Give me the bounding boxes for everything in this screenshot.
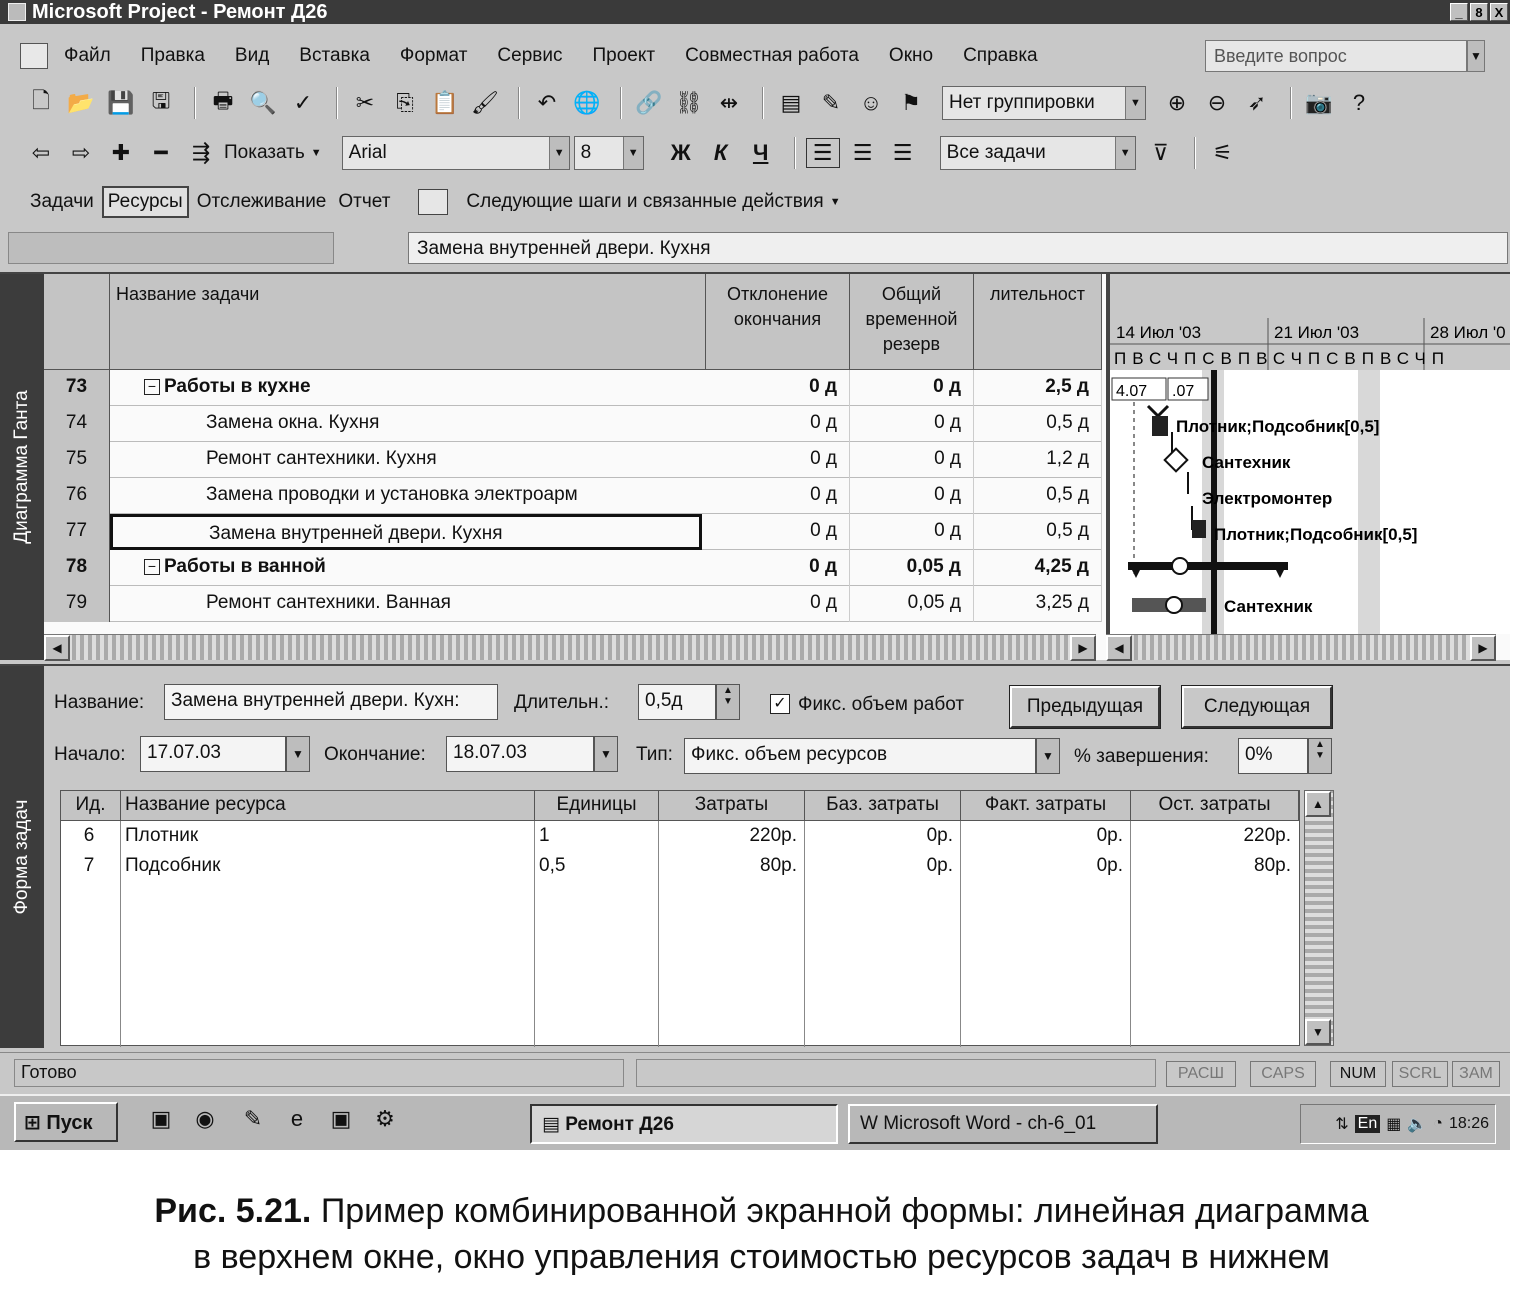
res-header-units[interactable]: Единицы bbox=[535, 791, 659, 821]
show-icon[interactable]: ⇶ bbox=[191, 140, 211, 165]
summary-bar[interactable] bbox=[1128, 562, 1288, 570]
align-center-icon[interactable]: ☰ bbox=[852, 140, 873, 165]
timescale-week: 21 Июл '03 bbox=[1274, 323, 1360, 342]
duration-cell[interactable]: 0,5 д bbox=[974, 514, 1102, 550]
chart-horizontal-scrollbar[interactable] bbox=[1106, 634, 1496, 660]
column-header-duration[interactable]: лительност bbox=[974, 274, 1102, 370]
menu-file[interactable]: Файл bbox=[64, 45, 111, 66]
res-remaining-cost-cell[interactable]: 80р. bbox=[1254, 855, 1291, 876]
total-slack-cell[interactable]: 0 д bbox=[850, 478, 974, 514]
formatting-toolbar bbox=[0, 130, 1510, 176]
grouping-select[interactable] bbox=[942, 86, 1146, 120]
num-indicator: NUM bbox=[1330, 1061, 1386, 1087]
copy-picture-icon[interactable]: 📷 bbox=[1305, 90, 1333, 115]
filter-select[interactable] bbox=[940, 136, 1136, 170]
total-slack-cell[interactable]: 0 д bbox=[850, 442, 974, 478]
task-info-icon[interactable]: ▤ bbox=[780, 90, 802, 115]
toolbar-separator bbox=[794, 137, 796, 169]
title-bar[interactable] bbox=[0, 0, 1510, 24]
task-name-cell[interactable] bbox=[110, 442, 702, 478]
quicklaunch-app-icon[interactable]: ⚙ bbox=[375, 1106, 395, 1131]
menu-window[interactable]: Окно bbox=[888, 45, 934, 66]
unlink-tasks-icon[interactable]: ⛓ bbox=[675, 90, 703, 115]
toolbar-separator bbox=[1290, 87, 1292, 119]
chevron-down-icon[interactable]: ▼ bbox=[829, 196, 841, 208]
res-id-cell[interactable]: 7 bbox=[83, 855, 95, 876]
duration-label: Длительн.: bbox=[514, 692, 610, 713]
grouping-value: Нет группировки bbox=[949, 92, 1095, 113]
duration-cell[interactable]: 0,5 д bbox=[974, 478, 1102, 514]
cut-icon[interactable]: ✂ bbox=[355, 90, 375, 115]
app-icon[interactable] bbox=[8, 3, 26, 21]
entry-bar-name-box bbox=[8, 232, 334, 264]
menu-view[interactable]: Вид bbox=[234, 45, 270, 66]
task-name-text: Замена окна. Кухня bbox=[206, 412, 380, 433]
type-label: Тип: bbox=[636, 744, 673, 765]
taskbar-button-label: Ремонт Д26 bbox=[565, 1114, 674, 1135]
previous-button[interactable]: Предыдущая bbox=[1010, 686, 1160, 728]
taskbar-button-project[interactable] bbox=[530, 1104, 838, 1144]
chevron-down-icon[interactable]: ▼ bbox=[549, 137, 569, 169]
align-left-icon[interactable]: ☰ bbox=[806, 138, 840, 168]
table-row[interactable] bbox=[44, 478, 1102, 514]
row-id-header[interactable] bbox=[44, 274, 110, 370]
next-button[interactable]: Следующая bbox=[1182, 686, 1332, 728]
duration-cell[interactable]: 2,5 д bbox=[974, 370, 1102, 406]
insert-hyperlink-icon[interactable]: 🌐 bbox=[573, 90, 601, 115]
toolbar-separator bbox=[194, 87, 196, 119]
autofilter-icon[interactable]: ⊽ bbox=[1152, 140, 1169, 165]
timescale-week: 14 Июл '03 bbox=[1116, 323, 1202, 342]
status-text: Готово bbox=[14, 1059, 624, 1087]
chevron-down-icon[interactable]: ▼ bbox=[1467, 40, 1485, 72]
res-cost-cell[interactable]: 80р. bbox=[760, 855, 797, 876]
row-id[interactable]: 75 bbox=[44, 442, 110, 478]
start-label: Пуск bbox=[46, 1112, 93, 1134]
fixed-work-checkbox[interactable]: ✓ bbox=[770, 694, 790, 714]
window-controls bbox=[1450, 3, 1508, 21]
task-bar[interactable] bbox=[1192, 520, 1206, 538]
toolbar-separator bbox=[1194, 137, 1196, 169]
filter-value: Все задачи bbox=[946, 142, 1046, 163]
system-tray bbox=[1300, 1104, 1496, 1144]
quicklaunch-app-icon[interactable]: ◉ bbox=[195, 1106, 215, 1131]
menu-project[interactable]: Проект bbox=[592, 45, 656, 66]
spelling-icon[interactable]: ✓ bbox=[293, 90, 313, 115]
toolbar-separator bbox=[762, 87, 764, 119]
show-button[interactable]: Показать bbox=[224, 142, 305, 163]
res-cost-cell[interactable]: 220р. bbox=[749, 825, 797, 846]
task-notes-icon[interactable]: ✎ bbox=[821, 90, 841, 115]
menu-collaborate[interactable]: Совместная работа bbox=[685, 45, 859, 66]
link-tasks-icon[interactable]: 🔗 bbox=[635, 90, 663, 115]
copy-icon[interactable]: ⎘ bbox=[396, 90, 414, 115]
tray-volume-icon[interactable]: 🔈 bbox=[1407, 1116, 1428, 1133]
paste-icon[interactable]: 📋 bbox=[431, 90, 459, 115]
resource-vertical-scrollbar[interactable] bbox=[1304, 790, 1334, 1046]
start-label: Начало: bbox=[54, 744, 126, 765]
guide-book-icon[interactable] bbox=[418, 189, 448, 215]
task-name-cell[interactable] bbox=[110, 514, 702, 550]
chevron-down-icon[interactable]: ▼ bbox=[594, 736, 618, 772]
outdent-icon[interactable]: ⇦ bbox=[31, 140, 51, 165]
res-header-base-cost[interactable]: Баз. затраты bbox=[805, 791, 961, 821]
row-id[interactable]: 77 bbox=[44, 514, 110, 550]
duration-cell[interactable]: 1,2 д bbox=[974, 442, 1102, 478]
tray-app-icon[interactable]: ◔ bbox=[1433, 1115, 1443, 1132]
scroll-up-icon[interactable]: ▲ bbox=[1305, 791, 1331, 817]
column-header-line: временной bbox=[865, 309, 958, 329]
windows-taskbar bbox=[0, 1094, 1510, 1150]
resource-table bbox=[60, 790, 1300, 1046]
close-button[interactable]: X bbox=[1490, 3, 1508, 21]
task-name-cell[interactable] bbox=[110, 406, 702, 442]
ext-indicator: РАСШ bbox=[1166, 1061, 1236, 1087]
undo-icon[interactable]: ↶ bbox=[537, 90, 557, 115]
res-header-name[interactable]: Название ресурса bbox=[121, 791, 535, 821]
finish-variance-cell[interactable]: 0 д bbox=[706, 586, 850, 622]
table-row[interactable] bbox=[44, 586, 1102, 622]
bold-button[interactable]: Ж bbox=[670, 140, 691, 165]
guide-tab-tasks[interactable]: Задачи bbox=[30, 191, 94, 212]
table-row[interactable] bbox=[44, 550, 1102, 586]
toolbar-separator bbox=[620, 87, 622, 119]
task-bar[interactable] bbox=[1165, 449, 1188, 472]
help-icon[interactable]: ? bbox=[1352, 90, 1366, 115]
minimize-button[interactable]: _ bbox=[1450, 3, 1468, 21]
figure-number: Рис. 5.21. bbox=[154, 1192, 312, 1230]
row-id[interactable]: 74 bbox=[44, 406, 110, 442]
finish-variance-cell[interactable]: 0 д bbox=[706, 442, 850, 478]
table-row[interactable] bbox=[44, 370, 1102, 406]
guide-tab-resources[interactable]: Ресурсы bbox=[102, 186, 189, 218]
scroll-down-icon[interactable]: ▼ bbox=[1305, 1019, 1331, 1045]
caps-indicator: CAPS bbox=[1250, 1061, 1316, 1087]
web-save-icon[interactable]: 🖫 bbox=[151, 88, 171, 113]
gantt-pane bbox=[0, 272, 1510, 660]
percent-complete-label: % завершения: bbox=[1074, 746, 1209, 767]
task-name-text: Замена проводки и установка электроарм bbox=[206, 484, 578, 505]
column-header-finish-variance[interactable] bbox=[706, 274, 850, 370]
project-guide-bar bbox=[0, 180, 1510, 224]
tray-language-indicator[interactable]: En bbox=[1355, 1115, 1381, 1133]
scroll-right-icon[interactable]: ▶ bbox=[1070, 635, 1096, 661]
windows-logo-icon: ⊞ bbox=[24, 1112, 41, 1134]
caption-line bbox=[0, 1188, 1523, 1234]
taskbar-button-label: Microsoft Word - ch-6_01 bbox=[883, 1113, 1097, 1134]
task-name-text: Работы в кухне bbox=[164, 376, 311, 397]
status-bar bbox=[0, 1052, 1510, 1092]
res-name-cell[interactable]: Плотник bbox=[125, 825, 199, 846]
task-name-cell[interactable] bbox=[110, 478, 702, 514]
taskbar-button-word[interactable] bbox=[848, 1104, 1158, 1144]
total-slack-cell[interactable]: 0 д bbox=[850, 514, 974, 550]
caption-text: Пример комбинированной экранной формы: линейная диаграмма bbox=[320, 1192, 1369, 1230]
date-marker: .07 bbox=[1172, 383, 1195, 400]
zoom-out-icon[interactable]: ⊖ bbox=[1207, 90, 1227, 115]
align-right-icon[interactable]: ☰ bbox=[892, 140, 913, 165]
task-name-cell[interactable] bbox=[110, 586, 702, 622]
collapse-icon[interactable]: − bbox=[144, 559, 160, 575]
gantt-wizard-icon[interactable]: ⚟ bbox=[1212, 140, 1233, 165]
quicklaunch-browser-icon[interactable]: e bbox=[290, 1106, 304, 1131]
toolbar-separator bbox=[336, 87, 338, 119]
format-painter-icon[interactable]: 🖌 bbox=[471, 90, 499, 115]
chevron-down-icon[interactable]: ▼ bbox=[1115, 137, 1135, 169]
show-subtasks-icon[interactable]: ✚ bbox=[111, 140, 131, 165]
task-type-select[interactable]: Фикс. объем ресурсов bbox=[684, 738, 1036, 774]
zoom-in-icon[interactable]: ⊕ bbox=[1167, 90, 1187, 115]
task-name-cell[interactable] bbox=[110, 370, 702, 406]
column-header-line: Отклонение bbox=[727, 284, 828, 304]
res-id-cell[interactable]: 6 bbox=[83, 825, 95, 846]
table-row[interactable] bbox=[44, 442, 1102, 478]
figure-caption bbox=[0, 1188, 1523, 1280]
res-name-cell[interactable]: Подсобник bbox=[125, 855, 221, 876]
column-header-line: окончания bbox=[733, 309, 822, 329]
fixed-work-label: Фикс. объем работ bbox=[798, 694, 965, 715]
font-value: Arial bbox=[348, 142, 387, 163]
finish-variance-cell[interactable]: 0 д bbox=[706, 370, 850, 406]
milestone-marker bbox=[1172, 558, 1188, 574]
task-name-text: Замена внутренней двери. Кухня bbox=[209, 523, 503, 544]
tray-clock[interactable]: 18:26 bbox=[1448, 1115, 1489, 1132]
assign-resources-icon[interactable]: ☺ bbox=[859, 90, 883, 115]
percent-complete-input[interactable]: 0% bbox=[1238, 738, 1308, 774]
row-id[interactable]: 79 bbox=[44, 586, 110, 622]
split-task-icon[interactable]: ⇹ bbox=[719, 90, 739, 115]
task-bar[interactable] bbox=[1152, 416, 1168, 436]
gantt-table-header bbox=[44, 274, 1102, 370]
menu-edit[interactable]: Правка bbox=[140, 45, 205, 66]
entry-bar bbox=[0, 228, 1510, 268]
restore-button[interactable]: 8 bbox=[1470, 3, 1488, 21]
scroll-right-icon[interactable]: ▶ bbox=[1470, 635, 1496, 661]
table-row[interactable] bbox=[44, 406, 1102, 442]
task-name-text: Работы в ванной bbox=[164, 556, 326, 577]
total-slack-cell[interactable]: 0,05 д bbox=[850, 550, 974, 586]
print-icon[interactable]: 🖶 bbox=[212, 88, 234, 113]
table-horizontal-scrollbar[interactable] bbox=[44, 634, 1096, 660]
res-actual-cost-cell[interactable]: 0р. bbox=[1096, 855, 1123, 876]
res-base-cost-cell[interactable]: 0р. bbox=[926, 825, 953, 846]
bar-label: Плотник;Подсобник[0,5] bbox=[1176, 417, 1380, 436]
collapse-icon[interactable]: − bbox=[144, 379, 160, 395]
res-header-cost[interactable]: Затраты bbox=[659, 791, 805, 821]
finish-date-input[interactable]: 18.07.03 bbox=[446, 736, 594, 772]
scrl-indicator: SCRL bbox=[1392, 1061, 1448, 1087]
ask-question-input[interactable]: Введите вопрос bbox=[1205, 40, 1467, 72]
res-header-remaining-cost[interactable]: Ост. затраты bbox=[1131, 791, 1299, 821]
project-app-icon: ▤ bbox=[542, 1114, 566, 1135]
duration-cell[interactable]: 4,25 д bbox=[974, 550, 1102, 586]
guide-tab-tracking[interactable]: Отслеживание bbox=[196, 191, 327, 212]
open-icon[interactable]: 📂 bbox=[67, 90, 95, 115]
task-name-input[interactable]: Замена внутренней двери. Кухн: bbox=[164, 684, 498, 720]
finish-variance-cell[interactable]: 0 д bbox=[706, 514, 850, 550]
menu-help[interactable]: Справка bbox=[963, 45, 1038, 66]
view-bar-gantt[interactable] bbox=[0, 274, 44, 660]
chevron-down-icon[interactable]: ▼ bbox=[310, 147, 322, 159]
guide-tab-report[interactable]: Отчет bbox=[338, 191, 391, 212]
publish-icon[interactable]: ⚑ bbox=[901, 90, 921, 115]
underline-button[interactable]: Ч bbox=[752, 140, 769, 165]
res-header-id[interactable]: Ид. bbox=[61, 791, 121, 821]
duration-input[interactable]: 0,5д bbox=[638, 684, 716, 720]
nonworking-shading bbox=[1358, 370, 1380, 634]
start-date-input[interactable]: 17.07.03 bbox=[140, 736, 286, 772]
row-id[interactable]: 78 bbox=[44, 550, 110, 586]
res-units-cell[interactable]: 0,5 bbox=[539, 855, 566, 876]
font-size-value: 8 bbox=[580, 142, 592, 163]
duration-cell[interactable]: 3,25 д bbox=[974, 586, 1102, 622]
finish-variance-cell[interactable]: 0 д bbox=[706, 406, 850, 442]
name-label: Название: bbox=[54, 692, 145, 713]
bar-label: Электромонтер bbox=[1202, 489, 1333, 508]
font-size-select[interactable] bbox=[574, 136, 644, 170]
total-slack-cell[interactable]: 0 д bbox=[850, 370, 974, 406]
column-header-name[interactable]: Название задачи bbox=[110, 274, 706, 370]
start-button[interactable] bbox=[14, 1102, 118, 1142]
timescale-days: ПВСЧПСВПВСЧПСВПВСЧП bbox=[1114, 349, 1450, 368]
duration-spinner[interactable]: ▲ ▼ bbox=[716, 684, 740, 720]
quicklaunch-app-icon[interactable]: ✎ bbox=[243, 1106, 263, 1131]
milestone-marker bbox=[1166, 597, 1182, 613]
ovr-indicator: ЗАМ bbox=[1452, 1061, 1500, 1087]
window-title: Microsoft Project - Ремонт Д26 bbox=[32, 0, 328, 23]
res-remaining-cost-cell[interactable]: 220р. bbox=[1243, 825, 1291, 846]
table-row[interactable] bbox=[44, 514, 1102, 550]
menu-format[interactable]: Формат bbox=[399, 45, 468, 66]
task-name-text: Ремонт сантехники. Ванная bbox=[206, 592, 451, 613]
scroll-left-icon[interactable]: ◀ bbox=[44, 635, 70, 661]
row-id[interactable]: 76 bbox=[44, 478, 110, 514]
next-steps-menu[interactable]: Следующие шаги и связанные действия bbox=[466, 191, 824, 212]
view-bar-task-form[interactable] bbox=[0, 666, 44, 1048]
save-icon[interactable]: 💾 bbox=[107, 90, 135, 115]
task-name-text: Ремонт сантехники. Кухня bbox=[206, 448, 437, 469]
goto-task-icon[interactable]: ➶ bbox=[1247, 90, 1267, 115]
print-preview-icon[interactable]: 🔍 bbox=[249, 90, 277, 115]
duration-cell[interactable]: 0,5 д bbox=[974, 406, 1102, 442]
chevron-down-icon[interactable]: ▼ bbox=[1036, 738, 1060, 774]
link-arrow bbox=[1148, 406, 1168, 416]
res-units-cell[interactable]: 1 bbox=[539, 825, 550, 846]
document-icon[interactable] bbox=[20, 43, 48, 69]
total-slack-cell[interactable]: 0,05 д bbox=[850, 586, 974, 622]
bar-label: Плотник;Подсобник[0,5] bbox=[1214, 525, 1418, 544]
menu-insert[interactable]: Вставка bbox=[299, 45, 370, 66]
italic-button[interactable]: К bbox=[713, 140, 728, 165]
total-slack-cell[interactable]: 0 д bbox=[850, 406, 974, 442]
scroll-left-icon[interactable]: ◀ bbox=[1106, 635, 1132, 661]
gantt-chart[interactable] bbox=[1106, 274, 1510, 634]
chevron-down-icon[interactable]: ▼ bbox=[623, 137, 643, 169]
res-header-actual-cost[interactable]: Факт. затраты bbox=[961, 791, 1131, 821]
finish-label: Окончание: bbox=[324, 744, 426, 765]
menu-bar bbox=[0, 34, 1510, 78]
toolbar-separator bbox=[518, 87, 520, 119]
finish-variance-cell[interactable]: 0 д bbox=[706, 550, 850, 586]
tray-monitor-icon[interactable]: ▦ bbox=[1386, 1116, 1402, 1133]
column-header-line: резерв bbox=[882, 334, 941, 354]
date-marker: 4.07 bbox=[1116, 383, 1148, 400]
menu-tools[interactable]: Сервис bbox=[497, 45, 563, 66]
finish-variance-cell[interactable]: 0 д bbox=[706, 478, 850, 514]
percent-spinner[interactable]: ▲ ▼ bbox=[1308, 738, 1332, 774]
timescale-week: 28 Июл '0 bbox=[1430, 323, 1506, 342]
gantt-chart-canvas bbox=[1110, 274, 1510, 634]
row-id[interactable]: 73 bbox=[44, 370, 110, 406]
bar-label: Сантехник bbox=[1202, 453, 1291, 472]
chevron-down-icon[interactable]: ▼ bbox=[1125, 87, 1145, 119]
column-header-total-slack[interactable] bbox=[850, 274, 974, 370]
new-icon[interactable]: 🗋 bbox=[32, 88, 50, 113]
bar-label: Сантехник bbox=[1224, 597, 1313, 616]
status-panel bbox=[636, 1059, 1156, 1087]
tray-network-icon[interactable]: ⇅ bbox=[1335, 1116, 1349, 1133]
word-app-icon: W bbox=[860, 1113, 884, 1134]
caption-line: в верхнем окне, окно управления стоимостью ресурсов задач в нижнем bbox=[193, 1238, 1330, 1276]
view-label-task-form: Форма задач bbox=[11, 799, 32, 915]
entry-field[interactable]: Замена внутренней двери. Кухня bbox=[408, 232, 1508, 264]
font-select[interactable] bbox=[342, 136, 570, 170]
res-base-cost-cell[interactable]: 0р. bbox=[926, 855, 953, 876]
hide-subtasks-icon[interactable]: ━ bbox=[154, 140, 168, 165]
quicklaunch-desktop-icon[interactable]: ▣ bbox=[330, 1106, 352, 1131]
indent-icon[interactable]: ⇨ bbox=[71, 140, 91, 165]
standard-toolbar bbox=[0, 80, 1510, 126]
quicklaunch-desktop-icon[interactable]: ▣ bbox=[150, 1106, 172, 1131]
task-form-pane bbox=[0, 664, 1510, 1048]
chevron-down-icon[interactable]: ▼ bbox=[286, 736, 310, 772]
task-name-cell[interactable] bbox=[110, 550, 702, 586]
res-actual-cost-cell[interactable]: 0р. bbox=[1096, 825, 1123, 846]
view-label-gantt: Диаграмма Ганта bbox=[11, 390, 32, 544]
column-header-line: Общий bbox=[881, 284, 942, 304]
